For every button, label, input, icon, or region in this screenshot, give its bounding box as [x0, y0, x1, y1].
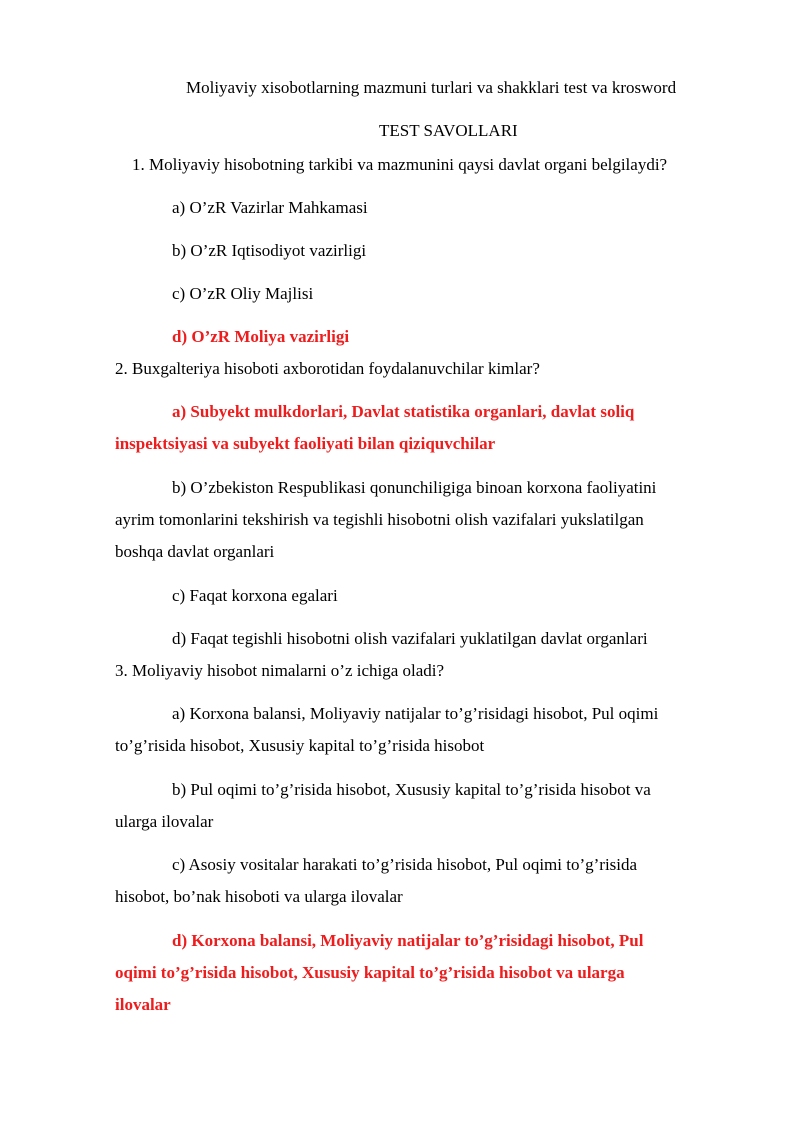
question-1-option-d-correct: d) O’zR Moliya vazirligi	[172, 327, 350, 346]
question-3-option-d-correct-line-1: d) Korxona balansi, Moliyaviy natijalar to’g’risidagi hisobot, Pul	[172, 931, 644, 950]
document-title: Moliyaviy xisobotlarning mazmuni turlari va shakklari test va krosword	[186, 78, 677, 97]
question-2-option-b-line-3: boshqa davlat organlari	[115, 542, 275, 561]
question-3-option-c-line-2: hisobot, bo’nak hisoboti va ularga ilovalar	[115, 887, 403, 906]
question-2-option-b-line-1: b) O’zbekiston Respublikasi qonunchiligiga binoan korxona faoliyatini	[172, 478, 657, 497]
question-3-option-b-line-2: ularga ilovalar	[115, 812, 214, 831]
question-1-option-c: c) O’zR Oliy Majlisi	[172, 284, 314, 303]
question-3-option-a-line-2: to’g’risida hisobot, Xususiy kapital to’g’risida hisobot	[115, 736, 485, 755]
question-3-text: 3. Moliyaviy hisobot nimalarni o’z ichiga oladi?	[115, 661, 445, 680]
question-3-option-c-line-1: c) Asosiy vositalar harakati to’g’risida hisobot, Pul oqimi to’g’risida	[172, 855, 638, 874]
question-3-option-d-correct-line-2: oqimi to’g’risida hisobot, Xususiy kapital to’g’risida hisobot va ularga	[115, 963, 625, 982]
question-1-text: 1. Moliyaviy hisobotning tarkibi va mazmunini qaysi davlat organi belgilaydi?	[132, 155, 668, 174]
question-2-option-b-line-2: ayrim tomonlarini tekshirish va tegishli hisobotni olish vazifalari yukslatilgan	[115, 510, 644, 529]
question-2-text: 2. Buxgalteriya hisoboti axborotidan foydalanuvchilar kimlar?	[115, 359, 540, 378]
question-1-option-b: b) O’zR Iqtisodiyot vazirligi	[172, 241, 367, 260]
question-2-option-a-correct-line-1: a) Subyekt mulkdorlari, Davlat statistika organlari, davlat soliq	[172, 402, 635, 421]
question-2-option-d: d) Faqat tegishli hisobotni olish vazifalari yuklatilgan davlat organlari	[172, 629, 648, 648]
question-1-option-a: a) O’zR Vazirlar Mahkamasi	[172, 198, 368, 217]
section-heading: TEST SAVOLLARI	[379, 121, 518, 140]
question-2-option-c: c) Faqat korxona egalari	[172, 586, 338, 605]
question-3-option-a-line-1: a) Korxona balansi, Moliyaviy natijalar to’g’risidagi hisobot, Pul oqimi	[172, 704, 659, 723]
question-2-option-a-correct-line-2: inspektsiyasi va subyekt faoliyati bilan qiziquvchilar	[115, 434, 496, 453]
question-3-option-b-line-1: b) Pul oqimi to’g’risida hisobot, Xususiy kapital to’g’risida hisobot va	[172, 780, 651, 799]
question-3-option-d-correct-line-3: ilovalar	[115, 995, 171, 1014]
